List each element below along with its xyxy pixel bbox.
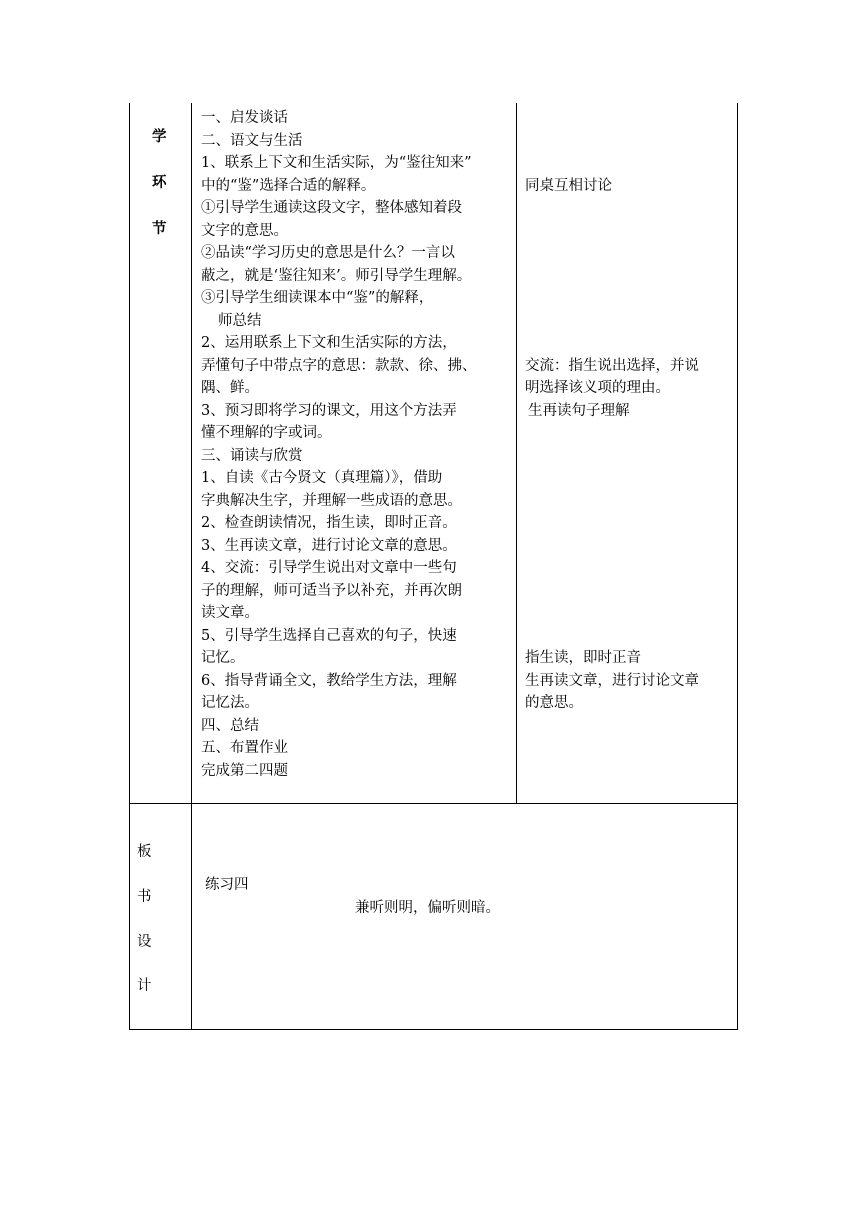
- content-line: 懂不理解的字或词。: [201, 425, 332, 441]
- table-border-col1: [191, 103, 192, 1030]
- activity-line: 生再读文章，进行讨论文章: [525, 672, 699, 689]
- blackboard-text: 兼听则明，偏听则暗。: [355, 900, 500, 916]
- content-line: 师总结: [218, 312, 262, 329]
- content-line: 3、预习即将学习的课文，用这个方法弄: [201, 402, 457, 419]
- table-border-col2: [516, 103, 517, 804]
- content-line: 1、自读《古今贤文（真理篇）》，借助: [201, 470, 443, 486]
- row-label-char: 书: [137, 889, 152, 905]
- content-line: 5、引导学生选择自己喜欢的句子，快速: [201, 627, 457, 644]
- row-label-char: 计: [137, 978, 152, 994]
- content-line: 子的理解，师可适当予以补充，并再次朗: [201, 582, 462, 599]
- content-line: 读文章。: [201, 605, 259, 621]
- content-line: 三、诵读与欣赏: [201, 447, 303, 464]
- row-label-char: 板: [137, 844, 152, 860]
- content-line: 完成第二四题: [201, 762, 288, 779]
- content-line: 中的“鉴”选择合适的解释。: [201, 177, 376, 194]
- content-line: 文字的意思。: [201, 222, 288, 239]
- content-line: 弄懂句子中带点字的意思：款款、徐、拂、: [201, 357, 477, 374]
- content-line: 记忆法。: [201, 695, 259, 711]
- table-border-right: [737, 103, 738, 1030]
- content-line: 五、布置作业: [201, 740, 288, 756]
- content-line: 二、语文与生活: [201, 132, 303, 149]
- content-line: 四、总结: [201, 717, 259, 734]
- content-line: 隅、鲜。: [201, 380, 259, 396]
- content-line: 蔽之，就是‘鉴往知来’。师引导学生理解。: [201, 267, 472, 284]
- content-line: 3、生再读文章，进行讨论文章的意思。: [201, 537, 457, 554]
- content-line: 1、联系上下文和生活实际，为“鉴往知来”: [201, 155, 472, 171]
- activity-line: 指生读，即时正音: [525, 650, 641, 666]
- table-border-left: [129, 103, 130, 1030]
- row-label-char: 环: [152, 174, 167, 191]
- activity-line: 同桌互相讨论: [525, 177, 612, 194]
- table-border-mid: [129, 803, 738, 804]
- content-line: 记忆。: [201, 650, 245, 666]
- content-line: 一、启发谈话: [201, 110, 288, 126]
- row-label-char: 设: [137, 934, 152, 950]
- activity-line: 明选择该义项的理由。: [525, 380, 670, 396]
- activity-line: 的意思。: [525, 695, 583, 711]
- activity-line: 交流：指生说出选择，并说: [525, 357, 699, 374]
- blackboard-title: 练习四: [205, 877, 249, 893]
- content-line: ③引导学生细读课本中“鉴”的解释，: [201, 290, 434, 306]
- content-line: ①引导学生通读这段文字，整体感知着段: [201, 200, 462, 216]
- content-line: 2、检查朗读情况，指生读，即时正音。: [201, 515, 457, 531]
- row-label-char: 节: [152, 220, 167, 237]
- row-label-char: 学: [152, 128, 167, 145]
- content-line: ②品读“学习历史的意思是什么？一言以: [201, 245, 455, 261]
- activity-line: 生再读句子理解: [528, 402, 630, 419]
- content-line: 6、指导背诵全文，教给学生方法，理解: [201, 672, 457, 689]
- table-border-bottom: [129, 1029, 738, 1030]
- content-line: 2、运用联系上下文和生活实际的方法，: [201, 335, 457, 351]
- content-line: 4、交流：引导学生说出对文章中一些句: [201, 560, 457, 576]
- content-line: 字典解决生字，并理解一些成语的意思。: [201, 492, 462, 509]
